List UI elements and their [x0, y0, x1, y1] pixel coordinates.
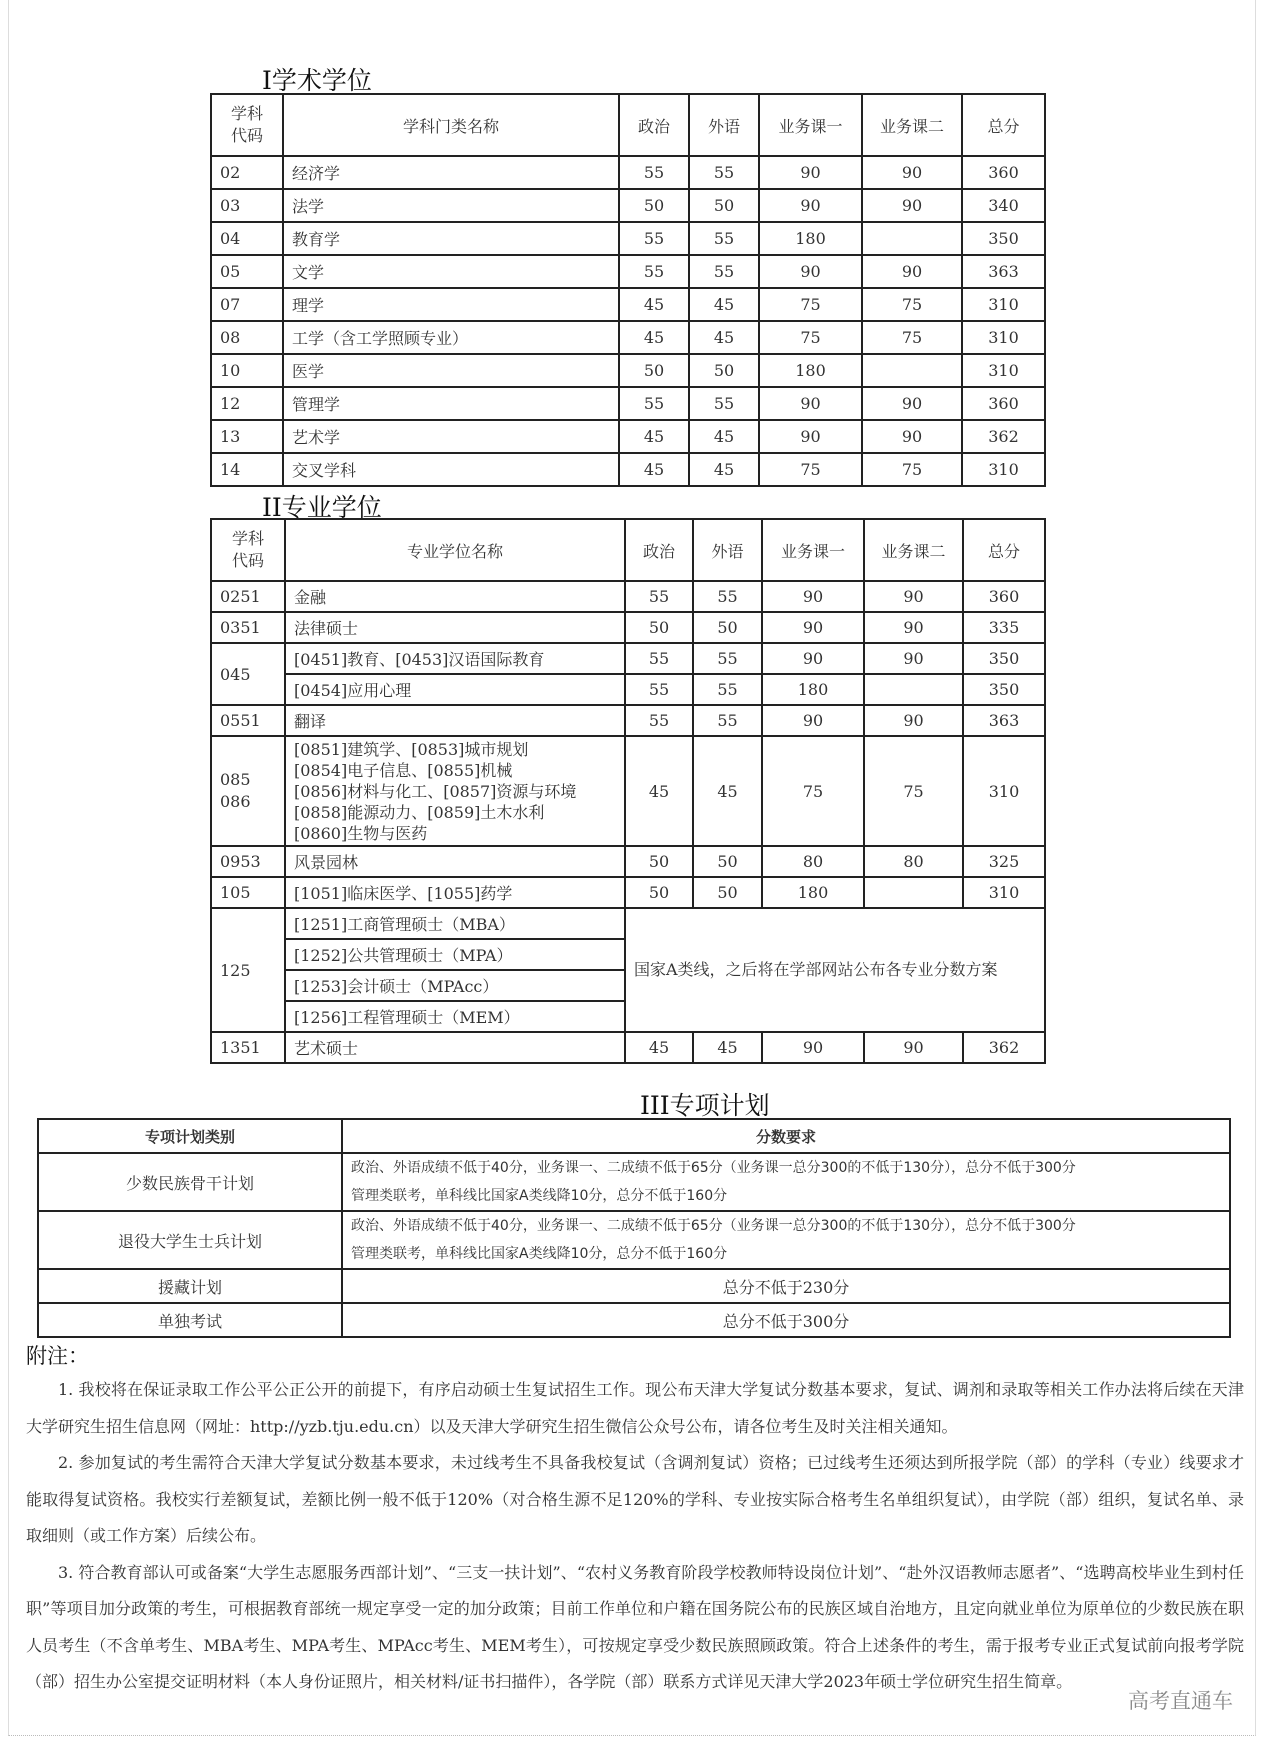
cell-course1: 90 [759, 387, 862, 420]
cell-req: 总分不低于300分 [342, 1303, 1230, 1337]
notes-body [26, 1372, 1244, 1701]
req-line: 管理类联考，单科线比国家A类线降10分，总分不低于160分 [351, 1188, 728, 1204]
cell-code: 0551 [211, 705, 285, 736]
cell-total: 310 [962, 354, 1045, 387]
cell-course1: 75 [759, 321, 862, 354]
professional-title: II专业学位 [262, 493, 382, 522]
req-line: 政治、外语成绩不低于40分，业务课一、二成绩不低于65分（业务课一总分300的不低于130分），总分不低于300分 [351, 1160, 1076, 1176]
cell-total: 362 [963, 1032, 1045, 1063]
cell-code: 13 [211, 420, 283, 453]
cell-course1: 90 [759, 189, 862, 222]
cell-name: [1051]临床医学、[1055]药学 [285, 877, 625, 908]
cell-code: 105 [211, 877, 285, 908]
cell-name: 金融 [285, 581, 625, 612]
cell-language: 55 [689, 222, 759, 255]
cell-name: 教育学 [283, 222, 619, 255]
cell-code: 02 [211, 156, 283, 189]
cell-course1: 180 [762, 674, 864, 705]
cell-course2: 90 [862, 387, 962, 420]
col-course1-header: 业务课一 [762, 519, 864, 581]
cell-name: 法学 [283, 189, 619, 222]
cell-total: 335 [963, 612, 1045, 643]
note-item: 2. 参加复试的考生需符合天津大学复试分数基本要求，未过线考生不具备我校复试（含调剂复试）资格；已过线考生还须达到所报学院（部）的学科（专业）线要求才能取得复试资格。我校实行差额复试，差额比例一般不低于120%（对合格生源不足120%的学科、专业按实际合格考生名单组织复试），由学院（部）组织，复试名单、录取细则（或工作方案）后续公布。 [26, 1453, 1244, 1545]
cell-course1: 180 [762, 877, 864, 908]
cell-name: [1256]工程管理硕士（MEM） [285, 1001, 625, 1032]
cell-course1: 75 [759, 453, 862, 486]
cell-name: [0454]应用心理 [285, 674, 625, 705]
cell-course2: 75 [862, 288, 962, 321]
cell-course1: 80 [762, 846, 864, 877]
cell-course2: 90 [862, 189, 962, 222]
col-type-header: 专项计划类别 [38, 1119, 342, 1153]
table-row [211, 354, 1045, 387]
cell-course2 [864, 674, 963, 705]
col-name-header: 专业学位名称 [285, 519, 625, 581]
cell-language: 55 [689, 387, 759, 420]
cell-language: 45 [689, 453, 759, 486]
cell-course2 [864, 877, 963, 908]
cell-name: 风景园林 [285, 846, 625, 877]
table-row [211, 877, 1045, 908]
table-row [38, 1269, 1230, 1303]
cell-politics: 55 [619, 222, 689, 255]
cell-code: 0351 [211, 612, 285, 643]
cell-language: 45 [689, 321, 759, 354]
cell-code: 0953 [211, 846, 285, 877]
cell-politics: 45 [619, 453, 689, 486]
cell-course2: 90 [864, 1032, 963, 1063]
cell-name: [0451]教育、[0453]汉语国际教育 [285, 643, 625, 674]
col-code-header: 学科 代码 [211, 94, 283, 156]
cell-course2: 80 [864, 846, 963, 877]
cell-language: 50 [693, 612, 762, 643]
cell-course1: 90 [762, 1032, 864, 1063]
cell-name: 理学 [283, 288, 619, 321]
cell-language: 55 [693, 643, 762, 674]
table-row [211, 420, 1045, 453]
special-title: III专项计划 [640, 1091, 770, 1120]
cell-course1: 90 [762, 581, 864, 612]
cell-type: 援藏计划 [38, 1269, 342, 1303]
cell-course2: 90 [864, 612, 963, 643]
cell-total: 310 [962, 321, 1045, 354]
cell-politics: 55 [619, 255, 689, 288]
cell-course1: 90 [762, 643, 864, 674]
cell-language: 55 [693, 674, 762, 705]
cell-politics: 45 [625, 736, 693, 846]
cell-total: 360 [962, 387, 1045, 420]
cell-course2: 75 [862, 321, 962, 354]
cell-language: 50 [689, 189, 759, 222]
cell-code: 12 [211, 387, 283, 420]
cell-name: 交叉学科 [283, 453, 619, 486]
cell-name: [0851]建筑学、[0853]城市规划 [0854]电子信息、[0855]机械 [0856]材料与化工、[0857]资源与环境 [0858]能源动力、[0859]土木水利 [0860]生物与医药 [285, 736, 625, 846]
cell-politics: 45 [619, 288, 689, 321]
cell-course2: 90 [862, 255, 962, 288]
cell-politics: 55 [625, 705, 693, 736]
cell-name: 经济学 [283, 156, 619, 189]
special-header-row [38, 1119, 1230, 1153]
cell-code: 04 [211, 222, 283, 255]
col-politics-header: 政治 [625, 519, 693, 581]
req-line: 政治、外语成绩不低于40分，业务课一、二成绩不低于65分（业务课一总分300的不低于130分），总分不低于300分 [351, 1218, 1076, 1234]
cell-language: 55 [689, 255, 759, 288]
cell-course1: 180 [759, 222, 862, 255]
cell-note: 国家A类线，之后将在学部网站公布各专业分数方案 [625, 908, 1045, 1032]
note-item: 3. 符合教育部认可或备案“大学生志愿服务西部计划”、“三支一扶计划”、“农村义务教育阶段学校教师特设岗位计划”、“赴外汉语教师志愿者”、“选聘高校毕业生到村任职”等项目加分政策的考生，可根据教育部统一规定享受一定的加分政策；目前工作单位和户籍在国务院公布的民族区域自治地方，且定向就业单位为原单位的少数民族在职人员考生（不含单考生、MBA考生、MPA考生、MPAcc考生、MEM考生），可按规定享受少数民族照顾政策。符合上述条件的考生，需于报考专业正式复试前向报考学院（部）招生办公室提交证明材料（本人身份证照片，相关材料/证书扫描件），各学院（部）联系方式详见天津大学2023年硕士学位研究生招生简章。 [26, 1562, 1244, 1691]
cell-total: 360 [962, 156, 1045, 189]
col-name-header: 学科门类名称 [283, 94, 619, 156]
cell-name: 管理学 [283, 387, 619, 420]
cell-language: 55 [693, 705, 762, 736]
academic-table [210, 93, 1046, 487]
cell-code: 08 [211, 321, 283, 354]
cell-name: 法律硕士 [285, 612, 625, 643]
cell-code: 0251 [211, 581, 285, 612]
cell-language: 55 [689, 156, 759, 189]
col-course1-header: 业务课一 [759, 94, 862, 156]
cell-code: 125 [211, 908, 285, 1032]
cell-politics: 55 [625, 643, 693, 674]
cell-name: 艺术硕士 [285, 1032, 625, 1063]
cell-total: 310 [963, 736, 1045, 846]
cell-code: 10 [211, 354, 283, 387]
cell-course1: 180 [759, 354, 862, 387]
cell-course1: 90 [759, 420, 862, 453]
table-row [211, 453, 1045, 486]
cell-course1: 90 [759, 156, 862, 189]
col-code-header: 学科 代码 [211, 519, 285, 581]
cell-language: 45 [689, 420, 759, 453]
table-row [211, 222, 1045, 255]
cell-politics: 50 [625, 612, 693, 643]
cell-language: 45 [693, 1032, 762, 1063]
cell-language: 55 [693, 581, 762, 612]
table-row [38, 1153, 1230, 1211]
table-row [211, 643, 1045, 674]
cell-name: [1251]工商管理硕士（MBA） [285, 908, 625, 939]
col-language-header: 外语 [693, 519, 762, 581]
cell-name: 文学 [283, 255, 619, 288]
cell-code: 03 [211, 189, 283, 222]
cell-course2: 75 [862, 453, 962, 486]
table-row [211, 156, 1045, 189]
col-req-header: 分数要求 [342, 1119, 1230, 1153]
professional-table [210, 518, 1046, 1064]
cell-total: 350 [963, 674, 1045, 705]
cell-course1: 90 [762, 705, 864, 736]
cell-course2 [862, 222, 962, 255]
academic-header-row [211, 94, 1045, 156]
table-row [211, 1032, 1045, 1063]
table-row [211, 674, 1045, 705]
cell-language: 45 [693, 736, 762, 846]
cell-total: 310 [962, 288, 1045, 321]
cell-name: 医学 [283, 354, 619, 387]
table-row [211, 321, 1045, 354]
cell-total: 350 [963, 643, 1045, 674]
cell-politics: 55 [619, 156, 689, 189]
cell-course2 [862, 354, 962, 387]
table-row [211, 189, 1045, 222]
col-language-header: 外语 [689, 94, 759, 156]
cell-politics: 55 [625, 581, 693, 612]
watermark-text: 高考直通车 [1128, 1690, 1233, 1713]
cell-code: 085 086 [211, 736, 285, 846]
cell-course2: 90 [862, 156, 962, 189]
cell-politics: 45 [619, 420, 689, 453]
cell-type: 少数民族骨干计划 [38, 1153, 342, 1211]
table-row [211, 288, 1045, 321]
table-row [211, 581, 1045, 612]
cell-total: 310 [962, 453, 1045, 486]
cell-total: 362 [962, 420, 1045, 453]
cell-total: 360 [963, 581, 1045, 612]
cell-course2: 90 [864, 643, 963, 674]
table-row [38, 1303, 1230, 1337]
cell-course1: 90 [759, 255, 862, 288]
cell-course2: 90 [864, 581, 963, 612]
cell-total: 350 [962, 222, 1045, 255]
col-total-header: 总分 [962, 94, 1045, 156]
table-row [211, 387, 1045, 420]
col-course2-header: 业务课二 [864, 519, 963, 581]
col-total-header: 总分 [963, 519, 1045, 581]
cell-name: 工学（含工学照顾专业） [283, 321, 619, 354]
cell-code: 07 [211, 288, 283, 321]
cell-req: 总分不低于230分 [342, 1269, 1230, 1303]
cell-req [342, 1211, 1230, 1269]
cell-total: 363 [962, 255, 1045, 288]
cell-name: [1253]会计硕士（MPAcc） [285, 970, 625, 1001]
cell-politics: 55 [619, 387, 689, 420]
col-course2-header: 业务课二 [862, 94, 962, 156]
table-row [211, 736, 1045, 846]
cell-language: 45 [689, 288, 759, 321]
table-row [211, 255, 1045, 288]
cell-total: 363 [963, 705, 1045, 736]
professional-header-row [211, 519, 1045, 581]
table-row [211, 908, 1045, 939]
cell-politics: 50 [625, 846, 693, 877]
table-row [211, 846, 1045, 877]
cell-course2: 90 [862, 420, 962, 453]
cell-politics: 50 [619, 354, 689, 387]
cell-language: 50 [693, 846, 762, 877]
table-row [211, 705, 1045, 736]
cell-course2: 90 [864, 705, 963, 736]
cell-politics: 55 [625, 674, 693, 705]
cell-total: 340 [962, 189, 1045, 222]
cell-politics: 50 [619, 189, 689, 222]
cell-politics: 50 [625, 877, 693, 908]
cell-name: 翻译 [285, 705, 625, 736]
academic-title: I学术学位 [262, 66, 372, 95]
cell-language: 50 [689, 354, 759, 387]
cell-name: 艺术学 [283, 420, 619, 453]
cell-politics: 45 [625, 1032, 693, 1063]
cell-type: 退役大学生士兵计划 [38, 1211, 342, 1269]
req-line: 管理类联考，单科线比国家A类线降10分，总分不低于160分 [351, 1246, 728, 1262]
table-row [38, 1211, 1230, 1269]
cell-total: 310 [963, 877, 1045, 908]
cell-course1: 75 [762, 736, 864, 846]
cell-name: [1252]公共管理硕士（MPA） [285, 939, 625, 970]
cell-req [342, 1153, 1230, 1211]
cell-course2: 75 [864, 736, 963, 846]
cell-code: 045 [211, 643, 285, 705]
cell-total: 325 [963, 846, 1045, 877]
cell-code: 05 [211, 255, 283, 288]
cell-course1: 75 [759, 288, 862, 321]
note-item: 1. 我校将在保证录取工作公平公正公开的前提下，有序启动硕士生复试招生工作。现公布天津大学复试分数基本要求，复试、调剂和录取等相关工作办法将后续在天津大学研究生招生信息网（网址：http://yzb.tju.edu.cn）以及天津大学研究生招生微信公众号公布，请各位考生及时关注相关通知。 [26, 1380, 1244, 1436]
cell-code: 1351 [211, 1032, 285, 1063]
table-row [211, 612, 1045, 643]
notes-title: 附注： [26, 1345, 89, 1368]
cell-type: 单独考试 [38, 1303, 342, 1337]
special-table [37, 1118, 1231, 1338]
cell-language: 50 [693, 877, 762, 908]
cell-course1: 90 [762, 612, 864, 643]
cell-code: 14 [211, 453, 283, 486]
col-politics-header: 政治 [619, 94, 689, 156]
cell-politics: 45 [619, 321, 689, 354]
